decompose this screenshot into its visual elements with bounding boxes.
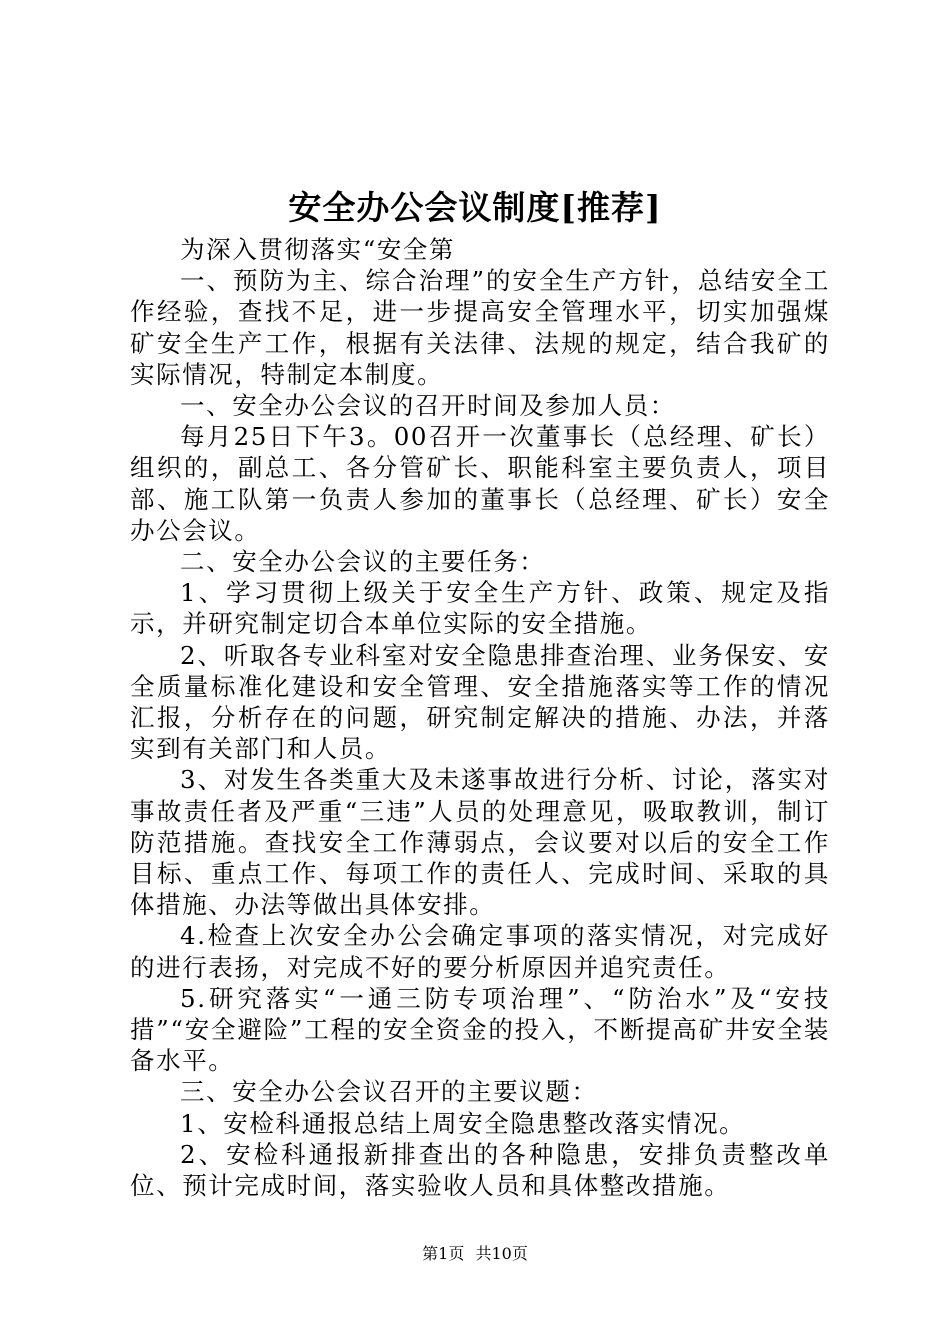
section-heading-3: 三、安全办公会议召开的主要议题： bbox=[180, 1077, 598, 1107]
document-title: 安全办公会议制度[推荐] bbox=[288, 188, 662, 227]
task-item-1: 1、学习贯彻上级关于安全生产方针、政策、规定及指示，并研究制定切合本单位实际的安全措施。 bbox=[130, 578, 830, 639]
paragraph-policy: 一、预防为主、综合治理”的安全生产方针，总结安全工作经验，查找不足，进一步提高安全管理水平，切实加强煤矿安全生产工作，根据有关法律、法规的规定，结合我矿的实际情况，特制定本制度。 bbox=[130, 266, 830, 389]
task-item-3: 3、对发生各类重大及未遂事故进行分析、讨论，落实对事故责任者及严重“三违”人员的处理意见，吸取教训，制订防范措施。查找安全工作薄弱点，会议要对以后的安全工作目标、重点工作、每项工作的责任人、完成时间、采取的具体措施、办法等做出具体安排。 bbox=[130, 765, 830, 920]
task-item-2: 2、听取各专业科室对安全隐患排查治理、业务保安、安全质量标准化建设和安全管理、安全措施落实等工作的情况汇报，分析存在的问题，研究制定解决的措施、办法，并落实到有关部门和人员。 bbox=[130, 640, 830, 764]
page-total: 共10页 bbox=[475, 1244, 528, 1263]
paragraph-intro: 为深入贯彻落实“安全第 bbox=[180, 235, 456, 264]
task-item-4: 4.检查上次安全办公会确定事项的落实情况，对完成好的进行表扬，对完成不好的要分析原因并追究责任。 bbox=[130, 921, 830, 982]
topic-item-2: 2、安检科通报新排查出的各种隐患，安排负责整改单位、预计完成时间，落实验收人员和具体整改措施。 bbox=[130, 1139, 830, 1201]
page-number: 第1页 bbox=[422, 1244, 465, 1263]
document-body bbox=[130, 234, 830, 1201]
page-footer bbox=[0, 1243, 950, 1265]
section-heading-2: 二、安全办公会议的主要任务： bbox=[180, 547, 546, 577]
paragraph-meeting-time: 每月25日下午3。00召开一次董事长（总经理、矿长）组织的，副总工、各分管矿长、职能科室主要负责人，项目部、施工队第一负责人参加的董事长（总经理、矿长）安全办公会议。 bbox=[130, 422, 830, 545]
task-item-5: 5.研究落实“一通三防专项治理”、“防治水”及“安技措”“安全避险”工程的安全资金的投入，不断提高矿井安全装备水平。 bbox=[130, 983, 830, 1076]
section-heading-1: 一、安全办公会议的召开时间及参加人员： bbox=[180, 391, 676, 421]
topic-item-1: 1、安检科通报总结上周安全隐患整改落实情况。 bbox=[180, 1108, 746, 1138]
